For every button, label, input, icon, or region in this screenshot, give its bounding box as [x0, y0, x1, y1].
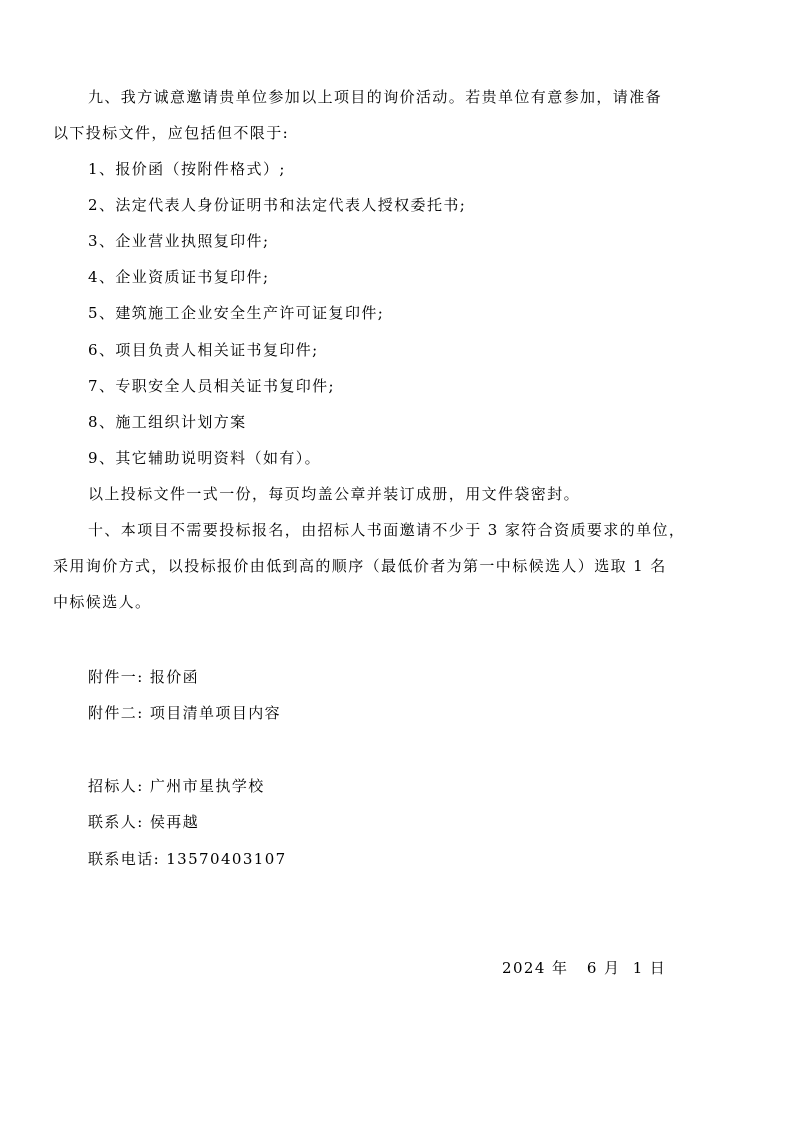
requirement-item-3: 3、企业营业执照复印件;	[88, 232, 270, 250]
requirement-item-8: 8、施工组织计划方案	[88, 413, 247, 431]
attachment-2: 附件二: 项目清单项目内容	[88, 704, 282, 722]
requirement-item-9: 9、其它辅助说明资料（如有）。	[88, 449, 322, 467]
section-9-intro-line-1: 九、我方诚意邀请贵单位参加以上项目的询价活动。若贵单位有意参加，请准备	[88, 88, 663, 106]
contact-person: 联系人: 侯再越	[88, 813, 200, 831]
requirement-item-1: 1、报价函（按附件格式）;	[88, 160, 286, 178]
requirement-item-5: 5、建筑施工企业安全生产许可证复印件;	[88, 304, 385, 322]
section-10-line-2: 采用询价方式，以投标报价由低到高的顺序（最低价者为第一中标候选人）选取 1 名	[53, 557, 667, 575]
section-9-intro-line-2: 以下投标文件，应包括但不限于:	[53, 124, 290, 142]
requirement-item-7: 7、专职安全人员相关证书复印件;	[88, 377, 335, 395]
section-10-line-3: 中标候选人。	[53, 593, 152, 611]
document-date: 2024 年 6 月 1 日	[502, 959, 667, 977]
section-9-closing: 以上投标文件一式一份，每页均盖公章并装订成册，用文件袋密封。	[88, 485, 581, 503]
requirement-item-6: 6、项目负责人相关证书复印件;	[88, 341, 319, 359]
contact-phone: 联系电话: 13570403107	[88, 850, 287, 868]
section-10-line-1: 十、本项目不需要投标报名，由招标人书面邀请不少于 3 家符合资质要求的单位，	[88, 521, 686, 539]
requirement-item-4: 4、企业资质证书复印件;	[88, 268, 270, 286]
requirement-item-2: 2、法定代表人身份证明书和法定代表人授权委托书;	[88, 196, 467, 214]
tenderer: 招标人: 广州市星执学校	[88, 777, 265, 795]
attachment-1: 附件一: 报价函	[88, 668, 200, 686]
